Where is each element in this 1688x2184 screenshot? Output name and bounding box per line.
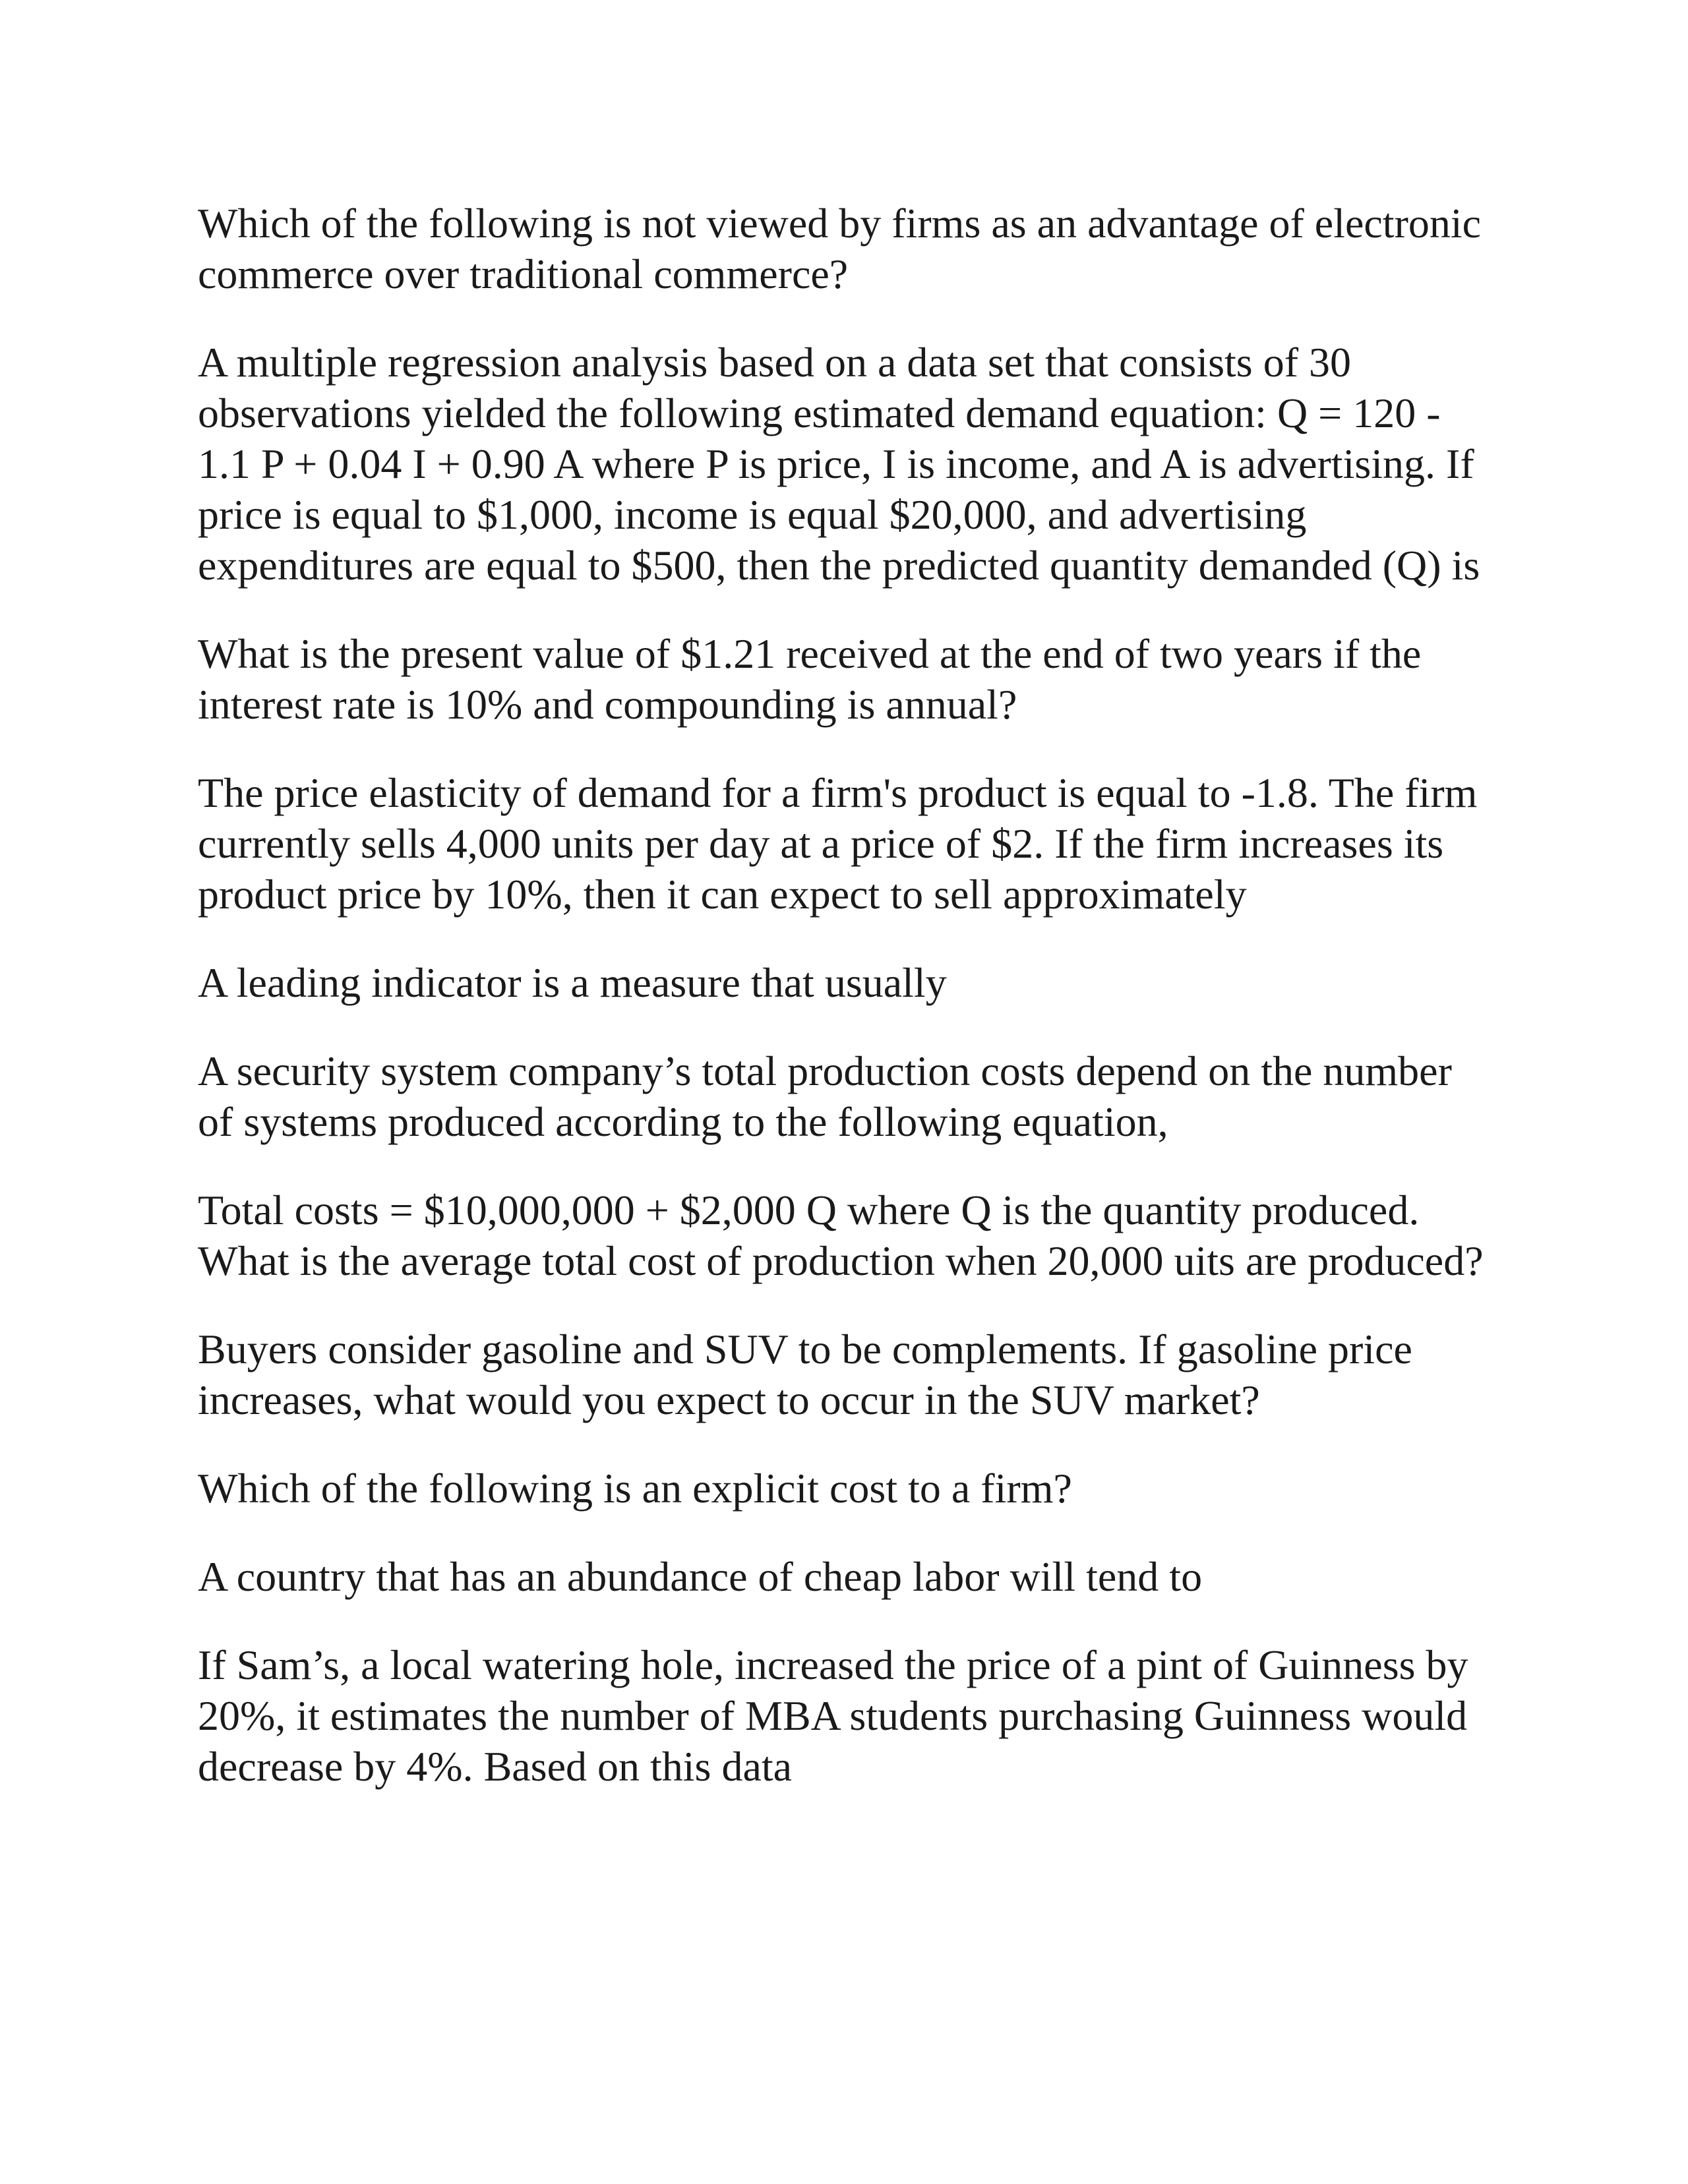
question-price-elasticity: The price elasticity of demand for a firm's product is equal to -1.8. The firm currently sells 4,000 units per day at a price of $2. If the firm increases its product price by 10%, then it can expect to sell approximately [198,769,1478,918]
question-explicit-cost: Which of the following is an explicit cost to a firm? [198,1465,1072,1512]
question-ecommerce-advantage: Which of the following is not viewed by firms as an advantage of electronic commerce over traditional commerce? [198,200,1482,297]
question-complements-suv: Buyers consider gasoline and SUV to be complements. If gasoline price increases, what would you expect to occur in the SUV market? [198,1326,1412,1423]
question-leading-indicator: A leading indicator is a measure that usually [198,959,947,1006]
question-security-costs-intro: A security system company’s total production costs depend on the number of systems produced according to the following equation, [198,1048,1452,1145]
question-regression-demand: A multiple regression analysis based on a data set that consists of 30 observations yielded the following estimated demand equation: Q = 120 - 1.1 P + 0.04 I + 0.90 A where P is price, I is income, and A is advertising. If price is equal to $1,000, income is equal $20,000, and advertising expenditures are equal to $500, then the predicted quantity demanded (Q) is [198,339,1480,589]
question-cheap-labor: A country that has an abundance of cheap labor will tend to [198,1553,1203,1600]
question-present-value: What is the present value of $1.21 received at the end of two years if the interest rate is 10% and compounding is annual? [198,630,1422,728]
question-guinness-elasticity: If Sam’s, a local watering hole, increased the price of a pint of Guinness by 20%, it estimates the number of MBA students purchasing Guinness would decrease by 4%. Based on this data [198,1641,1468,1790]
question-average-total-cost: Total costs = $10,000,000 + $2,000 Q where Q is the quantity produced. What is the average total cost of production when 20,000 uits are produced? [198,1187,1484,1284]
document-body [198,198,1490,1829]
